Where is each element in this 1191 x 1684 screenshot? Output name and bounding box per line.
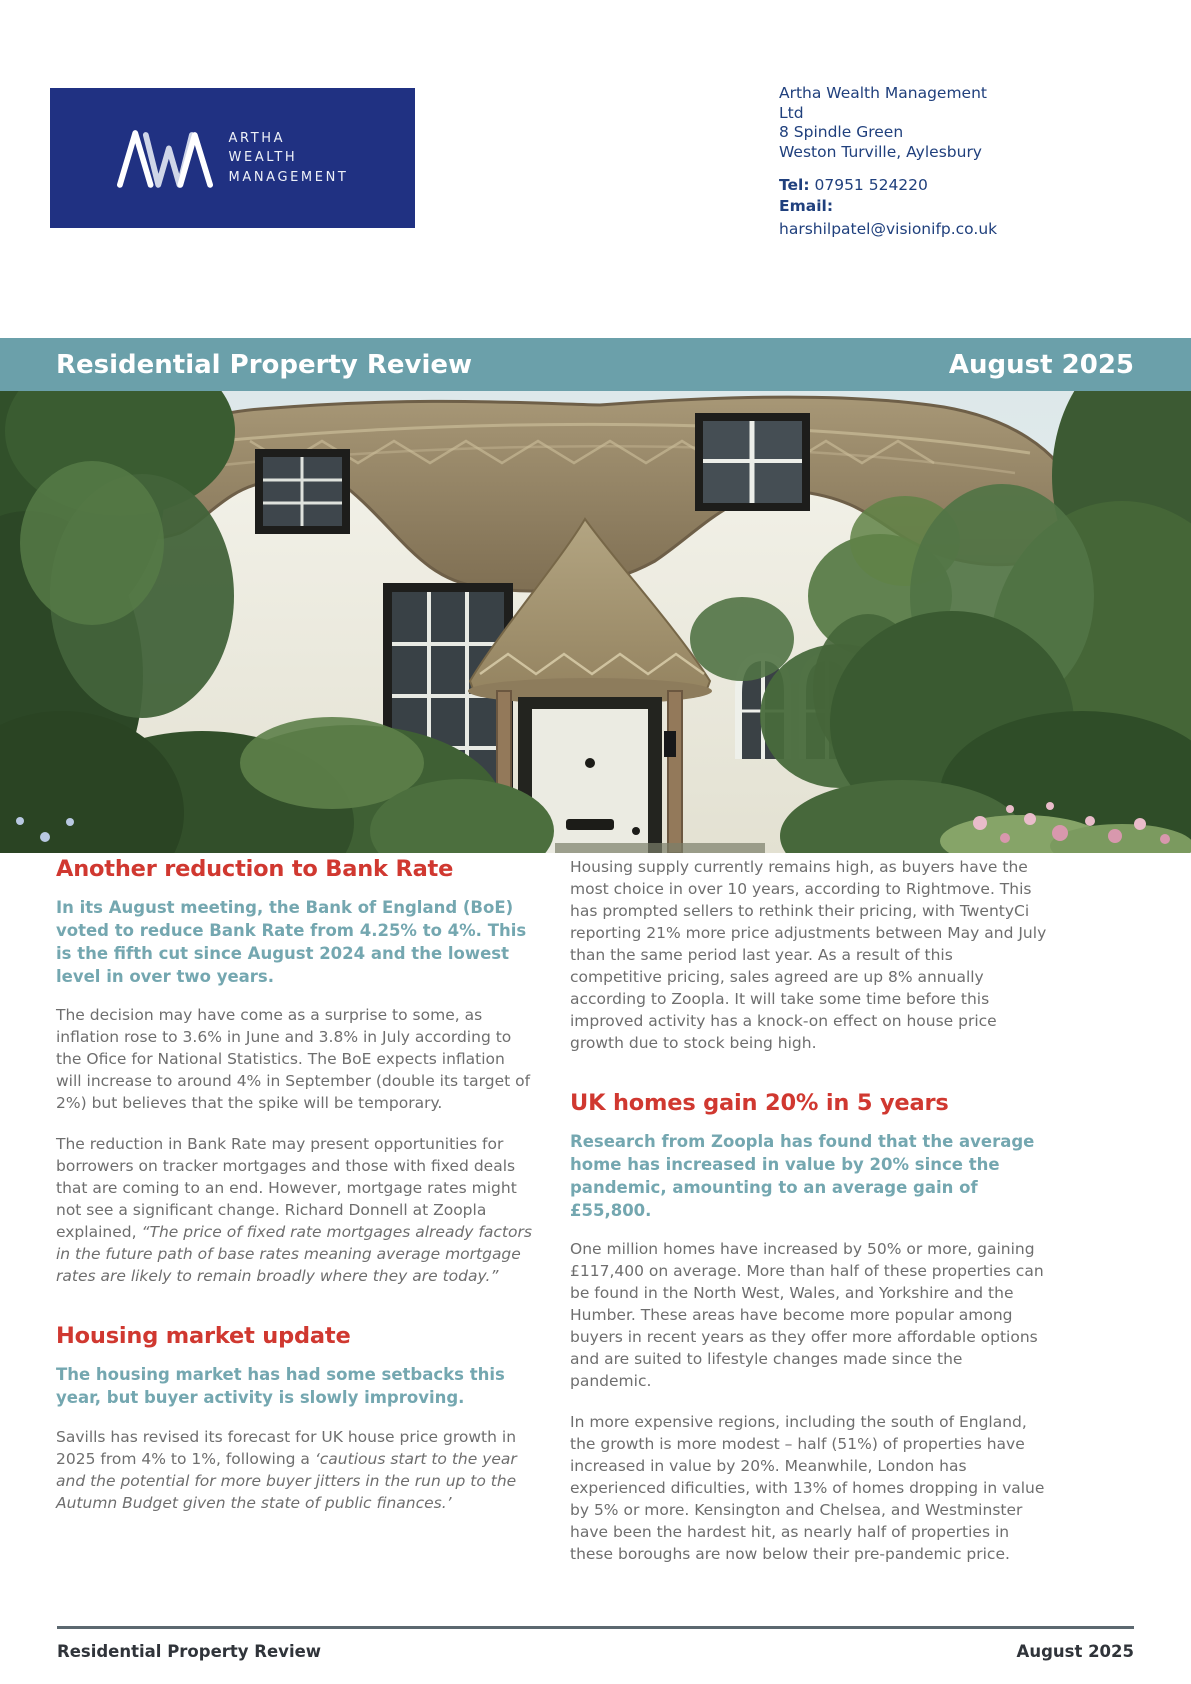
article-standfirst: The housing market has had some setbacks this year, but buyer activity is slowly improving. xyxy=(56,1365,505,1408)
contact-address-line: 8 Spindle Green xyxy=(779,123,904,141)
article-paragraph xyxy=(56,1426,534,1514)
article-paragraph xyxy=(570,856,1048,1054)
contact-details xyxy=(779,84,1109,240)
paragraph-text: The decision may have come as a surprise to some, as inflation rose to 3.6% in June and 3.8% in July according to the Ofice for National Statistics. The BoE expects inflation will increase to around 4% in September (double its target of 2%) but believes that the spike will be temporary. xyxy=(56,1006,531,1113)
article-section xyxy=(570,856,1048,1054)
tel-label: Tel: xyxy=(779,176,810,194)
contact-company-line: Artha Wealth Management xyxy=(779,84,987,102)
paragraph-text: The reduction in Bank Rate may present opportunities for borrowers on tracker mortgages and those with fixed deals that are coming to an end. However, mortgage rates might not see a significant change. Richard Donnell at Zoopla explained, xyxy=(56,1135,517,1242)
contact-address-line: Weston Turville, Aylesbury xyxy=(779,142,982,161)
company-logo-name xyxy=(229,129,349,188)
footer-title: Residential Property Review xyxy=(57,1642,322,1661)
newsletter-title: Residential Property Review xyxy=(56,349,473,380)
article-paragraph xyxy=(570,1238,1048,1392)
newsletter-date: August 2025 xyxy=(948,349,1134,380)
paragraph-text: Housing supply currently remains high, as buyers have the most choice in over 10 years, according to Rightmove. This has prompted sellers to rethink their pricing, with TwentyCi reporting 21% more price adjustments between May and July than the same period last year. As a result of this competitive pricing, sales agreed are up 8% annually according to Zoopla. It will take some time before this improved activity has a knock-on effect on house price growth due to stock being high. xyxy=(570,858,1047,1052)
email-label: Email: xyxy=(779,196,834,215)
article-section xyxy=(56,856,534,1287)
logo-name-line: ARTHA xyxy=(228,130,286,146)
contact-telephone xyxy=(779,176,1109,196)
article-section xyxy=(570,1090,1048,1565)
logo-name-line: WEALTH xyxy=(228,150,298,166)
article-paragraph xyxy=(56,1133,534,1287)
footer-date: August 2025 xyxy=(1016,1642,1134,1661)
hero-photo-thatched-cottage xyxy=(0,391,1191,853)
article-section xyxy=(56,1323,534,1513)
quoted-text: ‘cautious start to the year and the potential for more buyer jitters in the run up to the Autumn Budget given the state of public finances.’ xyxy=(56,1449,517,1512)
article-heading: Another reduction to Bank Rate xyxy=(56,856,454,882)
left-column xyxy=(56,856,534,1533)
paragraph-text: Savills has revised its forecast for UK house price growth in 2025 from 4% to 1%, following a xyxy=(56,1427,517,1468)
footer-divider xyxy=(57,1626,1134,1629)
article-heading: Housing market update xyxy=(56,1323,351,1350)
article-standfirst: In its August meeting, the Bank of England (BoE) voted to reduce Bank Rate from 4.25% to 4%. This is the fifth cut since August 2024 and the lowest level in over two years. xyxy=(56,898,527,987)
company-logo xyxy=(50,88,415,228)
article-standfirst: Research from Zoopla has found that the average home has increased in value by 20% since the pandemic, amounting to an average gain of £55,800. xyxy=(570,1132,1035,1221)
paragraph-text: One million homes have increased by 50% or more, gaining £117,400 on average. More than half of these properties can be found in the North West, Wales, and Yorkshire and the Humber. These areas have become more popular among buyers in recent years as they offer more affordable options and are suited to lifestyle changes made since the pandemic. xyxy=(570,1240,1044,1391)
tel-number: 07951 524220 xyxy=(814,176,928,194)
contact-company-line: Ltd xyxy=(779,103,804,122)
article-paragraph xyxy=(570,1411,1048,1565)
awm-monogram-icon xyxy=(117,126,213,190)
logo-name-line: MANAGEMENT xyxy=(228,169,349,185)
article-heading: UK homes gain 20% in 5 years xyxy=(570,1090,949,1116)
article-paragraph xyxy=(56,1004,534,1114)
email-address: harshilpatel@visionifp.co.uk xyxy=(779,220,998,238)
email-label-row xyxy=(779,197,1109,217)
quoted-text: “The price of fixed rate mortgages already factors in the future path of base rates meaning average mortgage rates are likely to remain broadly where they are today.” xyxy=(56,1223,532,1286)
title-banner xyxy=(0,338,1191,391)
page-footer xyxy=(57,1642,1134,1661)
right-column xyxy=(570,856,1048,1584)
paragraph-text: In more expensive regions, including the south of England, the growth is more modest – half (51%) of properties have increased in value by 20%. Meanwhile, London has experienced dificulties, with 13% of homes dropping in value by 5% or more. Kensington and Chelsea, and Westminster have been the hardest hit, as nearly half of properties in these boroughs are now below their pre-pandemic price. xyxy=(570,1413,1045,1564)
